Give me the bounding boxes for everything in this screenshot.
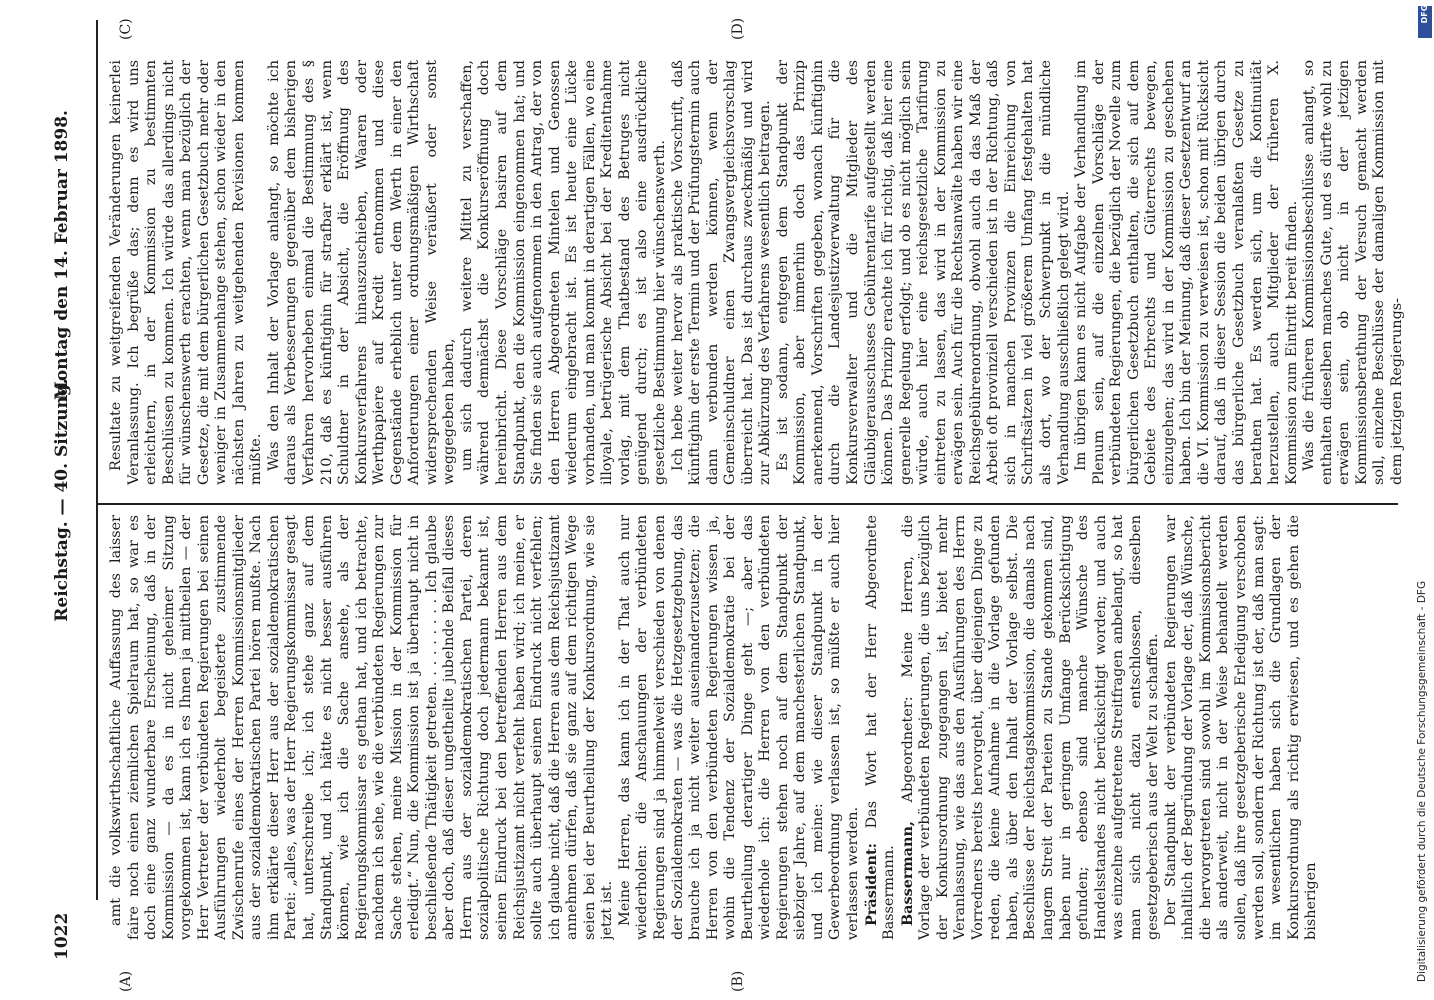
- header-rule: [96, 20, 98, 900]
- margin-letter-c: (C): [118, 18, 134, 40]
- digitization-credit: Digitalisierung gefördert durch die Deutsche Forschungsgemeinschaft - DFG: [1416, 580, 1428, 982]
- paragraph: amt die volkswirthschaftliche Auffassung des laisser faire noch einen ziemlichen Spielraum hat, so war es doch eine ganz wunderbare Erscheinung, daß in der Kommission — da es in nicht geheimer Sitzung vorgekommen ist, kann ich es Ihnen ja mittheilen — der Herr Vertreter der verbündeten Regierungen bei seinen Ausführungen wiederholt begeisterte zustimmende Zwischenrufe eines der Herren Kommissionsmitglieder aus der sozialdemokratischen Partei hören mußte. Nach ihm erklärte dieser Herr aus der sozialdemokratischen Partei: „alles, was der Herr Regierungskommissar gesagt hat, unterschreibe ich; ich stehe ganz auf dem Standpunkt, und ich hätte es nicht besser ausführen können, wie ich die Sache ansehe, als der Regierungskommissar es gethan hat, und ich betrachte, nachdem ich sehe, wie die verbündeten Regierungen zur Sache stehen, meine Mission in der Kommission für erledigt.“ Nun, die Kommission ist ja überhaupt nicht in beschließende Thätigkeit getreten. . . . . . . . . Ich glaube aber doch, daß dieser ungetheilte jubelnde Beifall dieses Herrn aus der sozialdemokratischen Partei, deren sozialpolitische Richtung doch jedermann bekannt ist, seinen Eindruck bei den betreffenden Herren aus dem Reichsjustizamt nicht verfehlt haben wird; ich meine, er sollte auch überhaupt seinen Eindruck nicht verfehlen; ich glaube nicht, daß die Herren aus dem Reichsjustizamt annehmen dürfen, daß sie ganz auf dem richtigen Wege seien bei der Beurtheilung der Konkursordnung, wie sie jetzt ist.: [108, 515, 616, 940]
- speaker-paragraph: [899, 515, 1163, 940]
- margin-letter-d: (D): [730, 17, 746, 40]
- paragraph: Was die früheren Kommissionsbeschlüsse anlangt, so enthalten dieselben manches Gute, und es dürfte wohl zu erwägen sein, ob nicht in der jetzigen Kommissionsberathung der Versuch gemacht werden soll, einzelne Beschlüsse der damaligen Kommission mit dem jetzigen Regierungs-: [1301, 60, 1405, 485]
- speaker-name: Präsident:: [862, 843, 880, 926]
- margin-letter-b: (B): [730, 970, 746, 992]
- digitization-credit-strip: [1416, 0, 1434, 1000]
- speaker-text: Das Wort hat der Herr Abgeordnete Bassermann.: [863, 515, 898, 940]
- paragraph: Es ist sodann, entgegen dem Standpunkt der Kommission, aber immerhin doch das Prinzip anerkennend, Vorschriften gegeben, wonach künftighin durch die Landesjustizverwaltung für die Konkursverwalter und die Mitglieder des Gläubigerausschusses Gebührentarife aufgestellt werden können. Das Prinzip erachte ich für richtig, daß hier eine generelle Regelung erfolgt; und ob es nicht möglich sein würde, auch hier eine reichsgesetzliche Tarifirung eintreten zu lassen, das wird in der Kommission zu erwägen sein. Auch für die Rechtsanwälte haben wir eine Reichsgebührenordnung, obwohl auch da das Maß der Arbeit oft provinziell verschieden ist in der Richtung, daß sich in manchen Provinzen die Einreichung von Schriftsätzen in viel größerem Umfang festgehalten hat als dort, wo der Schwerpunkt in die mündliche Verhandlung ausschließlich gelegt wird.: [774, 60, 1072, 485]
- paragraph: Meine Herren, das kann ich in der That auch nur wiederholen: die Anschauungen der verbündeten Regierungen sind ja himmelweit verschieden von denen der Sozialdemokraten — was die Hetzgesetzgebung, das brauche ich ja nicht weiter auseinanderzusetzen; die Herren von den verbündeten Regierungen wissen ja, wohin die Tendenz der Sozialdemokratie bei der Beurtheilung derartiger Dinge geht —; aber das wiederhole ich: die Herren von den verbündeten Regierungen stehen noch auf dem Standpunkt der siebziger Jahre, auf dem manchesterlichen Standpunkt, und ich meine: wie dieser Standpunkt in der Gewerbeordnung verlassen ist, so müßte er auch hier verlassen werden.: [616, 515, 861, 940]
- speaker-text: Abgeordneter: Meine Herren, die Vorlage der verbündeten Regierungen, die uns bezüglich der Konkursordnung zugegangen ist, bietet mehr Veranlassung, wie das aus den Ausführungen des Herrn Vorredners bereits hervorgeht, über diejenigen Dinge zu reden, die keine Aufnahme in die Vorlage gefunden haben, als über den Inhalt der Vorlage selbst. Die Beschlüsse der Reichstagskommission, die damals nach langem Streit der Parteien zu Stande gekommen sind, haben nur in geringem Umfange Berücksichtigung gefunden; ebenso sind manche Wünsche des Handelsstandes nicht berücksichtigt worden; und auch was einzelne aufgetretene Streitfragen anbelangt, so hat man sich nicht dazu entschlossen, dieselben gesetzgeberisch aus der Welt zu schaffen.: [899, 515, 1162, 940]
- margin-letter-a: (A): [118, 970, 134, 992]
- paragraph: um sich dadurch weitere Mittel zu verschaffen, während demnächst die Konkurseröffnung doch hereinbricht. Diese Vorschläge basiren auf dem Standpunkt, den die Kommission eingenommen hat; und Sie finden sie auch aufgenommen in den Antrag, der von den Herren Abgeordneten Mintelen und Genossen wiederum eingebracht ist. Es ist heute eine Lücke vorhanden, und man kommt in derartigen Fällen, wo eine illoyale, betrügerische Absicht bei der Kreditentnahme vorlag, mit dem Thatbestand des Betruges nicht genügend durch; es ist also eine ausdrückliche gesetzliche Bestimmung hier wünschenswerth.: [458, 60, 668, 485]
- speaker-paragraph: [863, 515, 899, 940]
- paragraph: Ich hebe weiter hervor als praktische Vorschrift, daß künftighin der erste Termin und der Prüfungstermin auch dann verbunden werden können, wenn der Gemeinschuldner einen Zwangsvergleichsvorschlag überreicht hat. Das ist durchaus zweckmäßig und wird zur Abkürzung des Verfahrens wesentlich beitragen.: [669, 60, 774, 485]
- column-divider: [98, 503, 1398, 505]
- left-column: [108, 515, 1408, 940]
- paragraph: Im übrigen kann es nicht Aufgabe der Verhandlung im Plenum sein, auf die einzelnen Vorschläge der verbündeten Regierungen, die bezüglich der Novelle zum bürgerlichen Gesetzbuch enthalten, die sich auf dem Gebiete des Erbrechts und Güterrechts bewegen, einzugehen; das wird in der Kommission zu geschehen haben. Ich bin der Meinung, daß dieser Gesetzentwurf an die VI. Kommission zu verweisen ist, schon mit Rücksicht darauf, daß in dieser Session die beiden übrigen durch das bürgerliche Gesetzbuch veranlaßten Gesetze zu berathen hat. Es werden sich, um die Kontinuität herzustellen, auch Mitglieder der früheren X. Kommission zum Eintritt bereit finden.: [1073, 60, 1300, 485]
- speaker-name: Bassermann,: [898, 821, 916, 926]
- page-header: [52, 40, 80, 960]
- paragraph: Resultate zu weitgreifenden Veränderungen keinerlei Veranlassung. Ich begrüße das; denn es wird uns erleichtern, in der Kommission zu bestimmten Beschlüssen zu kommen. Ich würde das allerdings nicht für wünschenswerth erachten, wenn man bezüglich der Gesetze, die mit dem bürgerlichen Gesetzbuch mehr oder weniger in Zusammenhange stehen, schon wieder in den nächsten Jahren zu weitgehenden Revisionen kommen müßte.: [108, 60, 265, 485]
- right-column: [108, 60, 1408, 485]
- session-title: Reichstag. — 40. Sitzung.: [52, 378, 72, 622]
- dfg-logo-text: DFG: [1420, 4, 1429, 24]
- paragraph: Was den Inhalt der Vorlage anlangt, so möchte ich daraus als Verbesserungen gegenüber dem bisherigen Verfahren hervorheben einmal die Bestimmung des § 210, daß es künftighin für strafbar erklärt ist, wenn Schuldner in der Absicht, die Eröffnung des Konkursverfahrens hinauszuschieben, Waaren oder Werthpapiere auf Kredit entnommen und diese Gegenstände erheblich unter dem Werth in einer den Anforderungen einer ordnungsmäßigen Wirthschaft widersprechenden Weise veräußert oder sonst weggegeben haben,: [265, 60, 458, 485]
- dfg-logo-icon: [1418, 6, 1432, 38]
- page-number: 1022: [52, 912, 72, 960]
- session-date: Montag den 14. Februar 1898.: [52, 110, 72, 400]
- paragraph: Der Standpunkt der verbündeten Regierungen war inhaltlich der Begründung der Vorlage der, daß Wünsche, die hervorgetreten sind sowohl im Kommissionsbericht als anderweit, nicht in der Weise behandelt werden sollen, daß ihre gesetzgeberische Erledigung verschoben werden soll, sondern der Richtung ist der, daß man sagt: im wesentlichen haben sich die Grundlagen der Konkursordnung als richtig erwiesen, und es gehen die bisherigen: [1162, 515, 1320, 940]
